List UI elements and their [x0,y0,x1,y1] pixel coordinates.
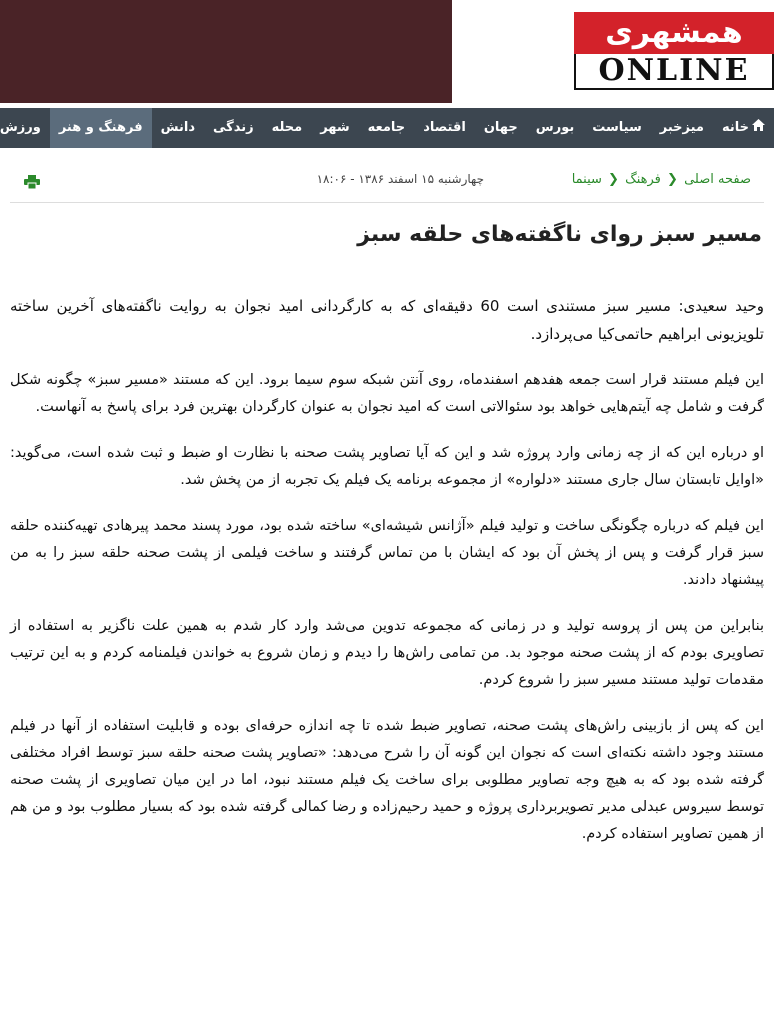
article-paragraph: این که پس از بازبینی راش‌های پشت صحنه، تصاویر ضبط شده تا چه اندازه حرفه‌ای بوده و قابلیت استفاده از آنها در فیلم مستند وجود داشته نکته‌ای است که نجوان این گونه آن را شرح می‌دهد: «تصاویر پشت صحنه حلقه سبز توسط افراد مختلفی گرفته شده بود که به هیچ وجه تصاویر مطلوبی برای ساخت یک فیلم مستند نبود، اما در این میان تصاویری از پشت صحنه توسط سیروس عبدلی مدیر تصویربرداری پروژه و حمید رحیم‌زاده و رضا کمالی گرفته شده بود که بسیار مطلوب بود و من هم از همین تصاویر استفاده کردم. [10,718,764,842]
nav-item-culture[interactable]: فرهنگ و هنر [50,108,152,148]
nav-item-sport[interactable]: ورزش [0,120,41,135]
article-paragraph: این فیلم مستند قرار است جمعه هفدهم اسفندماه، روی آنتن شبکه سوم سیما برود. این که مستند «مسیر سبز» چگونه شکل گرفت و شامل چه آیتم‌هایی خواهد بود سئوالاتی است که امید نجوان به عنوان کارگردان بهترین فرد برای پاسخ به آنهاست. [10,372,764,415]
site-header [0,0,774,108]
article-intro: وحید سعیدی: مسیر سبز مستندی است 60 دقیقه‌ای که به کارگردانی امید نجوان به روایت ناگفته‌های آخرین ساخته تلویزیونی ابراهیم حاتمی‌کیا می‌پردازد. [10,297,764,343]
breadcrumb [571,172,752,187]
nav-item-society[interactable]: جامعه [367,120,406,135]
logo-wordmark: همشهری [574,12,774,54]
home-icon [752,108,765,148]
chevron-left-icon: ❮ [608,172,619,187]
nav-item-life[interactable]: زندگی [213,120,254,135]
site-logo[interactable] [574,12,774,90]
print-icon[interactable] [24,174,40,188]
article-meta-row [10,162,764,203]
article-paragraph: این فیلم که درباره چگونگی ساخت و تولید فیلم «آژانس شیشه‌ای» ساخته شده بود، مورد پسند محمد پیرهادی تهیه‌کننده حلقه سبز قرار گرفت و پس از پخش آن بود که ایشان با من تماس گرفتند و ساخت فیلمی از پشت صحنه حلقه سبز را به من پیشنهاد دادند. [10,518,764,588]
nav-item-city[interactable]: شهر [320,120,350,135]
article-paragraph: او درباره این که از چه زمانی وارد پروژه شد و این که آیا تصاویر پشت صحنه با نظارت او ضبط و ثبت شده است، می‌گوید: «اوایل تابستان سال جاری مستند «دلواره» از مجموعه برنامه یک فیلم یک تجربه از من پخش شد. [10,445,764,488]
nav-item-stock[interactable]: بورس [535,120,575,135]
chevron-left-icon: ❮ [667,172,678,187]
logo-online: ONLINE [574,54,774,90]
main-nav [0,108,774,148]
article-body [10,292,764,867]
breadcrumb-subsection[interactable]: سینما [571,172,602,187]
nav-item-newsdesk[interactable]: میزخبر [659,120,704,135]
nav-item-home[interactable] [713,108,774,148]
nav-item-science[interactable]: دانش [160,120,195,135]
nav-item-world[interactable]: جهان [483,120,518,135]
nav-item-economy[interactable]: اقتصاد [423,120,466,135]
nav-item-neighborhood[interactable]: محله [271,120,303,135]
breadcrumb-section[interactable]: فرهنگ [625,172,661,187]
article-date: چهارشنبه ۱۵ اسفند ۱۳۸۶ - ۱۸:۰۶ [316,172,484,186]
banner-ad[interactable] [0,0,452,103]
nav-item-politics[interactable]: سیاست [592,120,642,135]
breadcrumb-home[interactable]: صفحه اصلی [684,172,751,187]
article-title: مسیر سبز روای ناگفته‌های حلقه سبز [357,222,762,247]
article-paragraph: بنابراین من پس از پروسه تولید و در زمانی که مجموعه تدوین می‌شد وارد کار شدم به همین علت ناگزیر به استفاده از تصاویری بودم که از پشت صحنه موجود بد. من تمامی راش‌ها را دیدم و زمان شروع به خواندن فیلمنامه کردم و به این ترتیب مقدمات تولید مستند مسیر سبز را شروع کردم. [10,618,764,688]
nav-label: خانه [721,120,749,135]
